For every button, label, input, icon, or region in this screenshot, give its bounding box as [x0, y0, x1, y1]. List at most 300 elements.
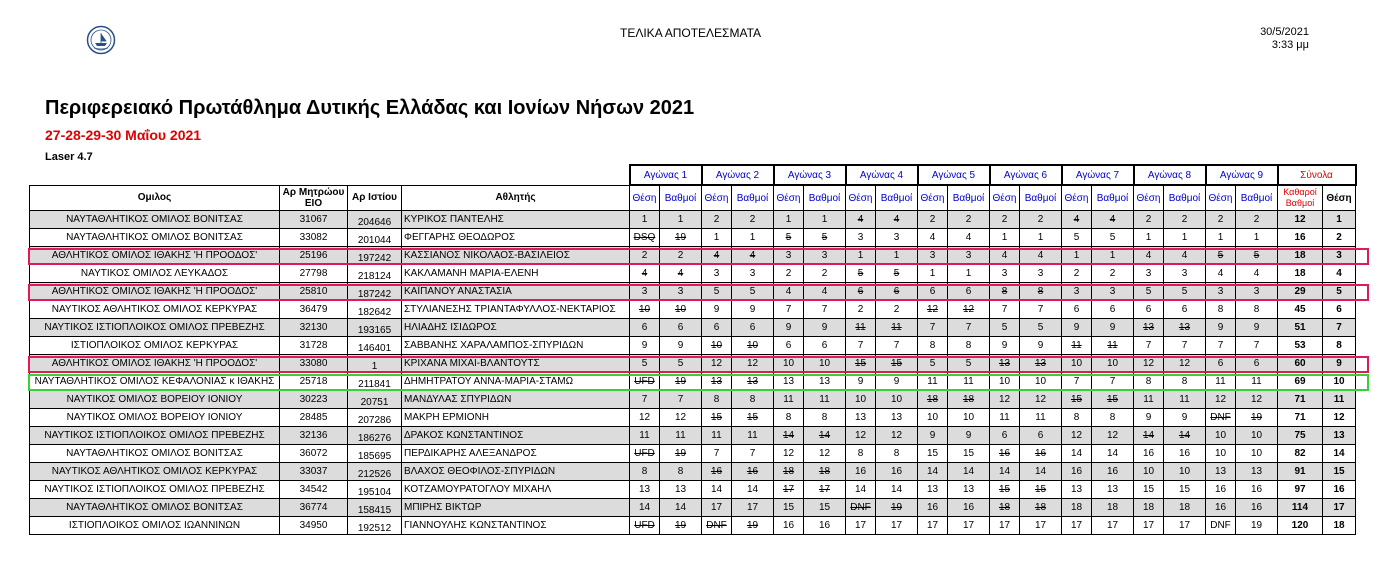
race-5-pos-cell: 5	[918, 355, 948, 373]
race-3-pts-cell: 5	[804, 229, 846, 247]
race-7-pos-cell: 13	[1062, 481, 1092, 499]
table-row	[30, 499, 1356, 517]
race-2-pts-cell: 3	[732, 265, 774, 283]
sail-no-cell: 146401	[348, 337, 402, 355]
race-2-pts-cell: 16	[732, 463, 774, 481]
race-8-pts-cell: 15	[1164, 481, 1206, 499]
race-1-pos-cell: 10	[630, 301, 660, 319]
athlete-cell: ΜΠΙΡΗΣ ΒΙΚΤΩΡ	[402, 499, 630, 517]
race-9-pts-cell: 2	[1236, 211, 1278, 229]
col-race-5-pos: Θέση	[918, 185, 948, 211]
race-9-pos-cell: 10	[1206, 445, 1236, 463]
race-7-pts-cell: 15	[1092, 391, 1134, 409]
table-row	[30, 463, 1356, 481]
sail-no-cell: 207286	[348, 409, 402, 427]
race-9-pos-cell: 8	[1206, 301, 1236, 319]
race-5-pos-cell: 13	[918, 481, 948, 499]
sail-no-cell: 187242	[348, 283, 402, 301]
race-9-pts-cell: 1	[1236, 229, 1278, 247]
net-points-cell: 29	[1278, 283, 1323, 301]
race-7-pts-cell: 2	[1092, 265, 1134, 283]
col-race-1-pos: Θέση	[630, 185, 660, 211]
race-header-7: Αγώνας 7	[1062, 165, 1134, 185]
race-6-pts-cell: 5	[1020, 319, 1062, 337]
race-5-pos-cell: 6	[918, 283, 948, 301]
race-8-pts-cell: 2	[1164, 211, 1206, 229]
race-8-pts-cell: 4	[1164, 247, 1206, 265]
race-header-9: Αγώνας 9	[1206, 165, 1278, 185]
race-2-pos-cell: 17	[702, 499, 732, 517]
rank-cell: 10	[1323, 373, 1356, 391]
race-8-pos-cell: 9	[1134, 409, 1164, 427]
reg-no-cell: 34542	[280, 481, 348, 499]
race-9-pos-cell: 5	[1206, 247, 1236, 265]
athlete-cell: ΚΥΡΙΚΟΣ ΠΑΝΤΕΛΗΣ	[402, 211, 630, 229]
race-5-pts-cell: 2	[948, 211, 990, 229]
race-3-pos-cell: 17	[774, 481, 804, 499]
race-2-pos-cell: 4	[702, 247, 732, 265]
race-1-pts-cell: 13	[660, 481, 702, 499]
race-6-pts-cell: 4	[1020, 247, 1062, 265]
reg-no-cell: 25196	[280, 247, 348, 265]
race-3-pts-cell: 11	[804, 391, 846, 409]
col-athlete: Αθλητής	[402, 185, 630, 211]
club-cell: ΝΑΥΤΙΚΟΣ ΟΜΙΛΟΣ ΒΟΡΕΙΟΥ ΙΟΝΙΟΥ	[30, 409, 280, 427]
race-6-pts-cell: 8	[1020, 283, 1062, 301]
race-6-pts-cell: 13	[1020, 355, 1062, 373]
race-2-pos-cell: 1	[702, 229, 732, 247]
race-7-pts-cell: 4	[1092, 211, 1134, 229]
race-4-pos-cell: 1	[846, 247, 876, 265]
race-1-pos-cell: UFD	[630, 445, 660, 463]
race-1-pos-cell: 5	[630, 355, 660, 373]
race-4-pts-cell: 19	[876, 499, 918, 517]
table-row	[30, 247, 1356, 265]
sail-no-cell: 1	[348, 355, 402, 373]
race-4-pts-cell: 2	[876, 301, 918, 319]
club-cell: ΝΑΥΤΑΘΛΗΤΙΚΟΣ ΟΜΙΛΟΣ ΒΟΝΙΤΣΑΣ	[30, 445, 280, 463]
col-race-6-pos: Θέση	[990, 185, 1020, 211]
race-5-pts-cell: 12	[948, 301, 990, 319]
race-3-pos-cell: 16	[774, 517, 804, 535]
table-row	[30, 265, 1356, 283]
race-1-pts-cell: 19	[660, 373, 702, 391]
col-race-6-pts: Βαθμοί	[1020, 185, 1062, 211]
race-5-pos-cell: 9	[918, 427, 948, 445]
race-6-pts-cell: 11	[1020, 409, 1062, 427]
race-5-pts-cell: 18	[948, 391, 990, 409]
race-8-pos-cell: 8	[1134, 373, 1164, 391]
rank-cell: 4	[1323, 265, 1356, 283]
race-9-pos-cell: 10	[1206, 427, 1236, 445]
race-3-pos-cell: 13	[774, 373, 804, 391]
net-points-cell: 69	[1278, 373, 1323, 391]
race-4-pos-cell: 5	[846, 265, 876, 283]
race-6-pts-cell: 9	[1020, 337, 1062, 355]
race-1-pos-cell: UFD	[630, 517, 660, 535]
table-row	[30, 373, 1356, 391]
race-5-pos-cell: 11	[918, 373, 948, 391]
athlete-cell: ΚΟΤΖΑΜΟΥΡΑΤΟΓΛΟΥ ΜΙΧΑΗΛ	[402, 481, 630, 499]
table-row	[30, 283, 1356, 301]
race-7-pos-cell: 17	[1062, 517, 1092, 535]
race-2-pos-cell: DNF	[702, 517, 732, 535]
race-1-pts-cell: 9	[660, 337, 702, 355]
table-row	[30, 409, 1356, 427]
race-7-pts-cell: 3	[1092, 283, 1134, 301]
col-sail-no: Αρ Ιστίου	[348, 185, 402, 211]
race-2-pos-cell: 6	[702, 319, 732, 337]
rank-cell: 3	[1323, 247, 1356, 265]
reg-no-cell: 33080	[280, 355, 348, 373]
race-6-pos-cell: 15	[990, 481, 1020, 499]
reg-no-cell: 32136	[280, 427, 348, 445]
race-8-pts-cell: 14	[1164, 427, 1206, 445]
race-3-pts-cell: 16	[804, 517, 846, 535]
race-5-pts-cell: 4	[948, 229, 990, 247]
race-8-pos-cell: 3	[1134, 265, 1164, 283]
rank-cell: 2	[1323, 229, 1356, 247]
race-9-pts-cell: 6	[1236, 355, 1278, 373]
race-8-pos-cell: 18	[1134, 499, 1164, 517]
sail-no-cell: 185695	[348, 445, 402, 463]
rank-cell: 8	[1323, 337, 1356, 355]
race-1-pos-cell: 1	[630, 211, 660, 229]
race-2-pos-cell: 11	[702, 427, 732, 445]
race-7-pts-cell: 1	[1092, 247, 1134, 265]
race-2-pos-cell: 7	[702, 445, 732, 463]
race-7-pos-cell: 8	[1062, 409, 1092, 427]
race-6-pts-cell: 18	[1020, 499, 1062, 517]
race-1-pts-cell: 14	[660, 499, 702, 517]
race-5-pts-cell: 10	[948, 409, 990, 427]
net-points-cell: 51	[1278, 319, 1323, 337]
race-1-pts-cell: 19	[660, 229, 702, 247]
sail-no-cell: 197242	[348, 247, 402, 265]
col-rank: Θέση	[1323, 185, 1356, 211]
print-date: 30/5/2021	[1260, 26, 1309, 38]
race-7-pts-cell: 13	[1092, 481, 1134, 499]
club-cell: ΝΑΥΤΙΚΟΣ ΙΣΤΙΟΠΛΟΙΚΟΣ ΟΜΙΛΟΣ ΠΡΕΒΕΖΗΣ	[30, 481, 280, 499]
race-7-pts-cell: 10	[1092, 355, 1134, 373]
race-1-pts-cell: 1	[660, 211, 702, 229]
col-race-5-pts: Βαθμοί	[948, 185, 990, 211]
race-6-pts-cell: 14	[1020, 463, 1062, 481]
race-7-pts-cell: 9	[1092, 319, 1134, 337]
athlete-cell: ΣΤΥΛΙΑΝΕΣΗΣ ΤΡΙΑΝΤΑΦΥΛΛΟΣ-ΝΕΚΤΑΡΙΟΣ	[402, 301, 630, 319]
reg-no-cell: 30223	[280, 391, 348, 409]
race-1-pts-cell: 12	[660, 409, 702, 427]
race-9-pts-cell: 19	[1236, 517, 1278, 535]
race-9-pos-cell: 9	[1206, 319, 1236, 337]
race-5-pts-cell: 3	[948, 247, 990, 265]
race-2-pts-cell: 2	[732, 211, 774, 229]
race-4-pos-cell: 4	[846, 211, 876, 229]
race-7-pos-cell: 2	[1062, 265, 1092, 283]
race-3-pos-cell: 14	[774, 427, 804, 445]
race-7-pos-cell: 14	[1062, 445, 1092, 463]
race-3-pos-cell: 15	[774, 499, 804, 517]
race-8-pos-cell: 14	[1134, 427, 1164, 445]
sail-no-cell: 211841	[348, 373, 402, 391]
race-2-pos-cell: 8	[702, 391, 732, 409]
col-race-9-pts: Βαθμοί	[1236, 185, 1278, 211]
race-2-pts-cell: 1	[732, 229, 774, 247]
race-1-pos-cell: 4	[630, 265, 660, 283]
race-8-pos-cell: 4	[1134, 247, 1164, 265]
race-4-pos-cell: 14	[846, 481, 876, 499]
sail-no-cell: 218124	[348, 265, 402, 283]
net-points-cell: 97	[1278, 481, 1323, 499]
race-1-pts-cell: 3	[660, 283, 702, 301]
race-3-pos-cell: 4	[774, 283, 804, 301]
race-3-pos-cell: 7	[774, 301, 804, 319]
race-8-pos-cell: 13	[1134, 319, 1164, 337]
net-points-cell: 120	[1278, 517, 1323, 535]
net-points-cell: 75	[1278, 427, 1323, 445]
club-cell: ΝΑΥΤΙΚΟΣ ΑΘΛΗΤΙΚΟΣ ΟΜΙΛΟΣ ΚΕΡΚΥΡΑΣ	[30, 463, 280, 481]
race-2-pts-cell: 10	[732, 337, 774, 355]
race-9-pos-cell: 6	[1206, 355, 1236, 373]
table-row	[30, 427, 1356, 445]
club-cell: ΑΘΛΗΤΙΚΟΣ ΟΜΙΛΟΣ ΙΘΑΚΗΣ 'Η ΠΡΟΟΔΟΣ'	[30, 283, 280, 301]
race-8-pts-cell: 8	[1164, 373, 1206, 391]
race-2-pos-cell: 3	[702, 265, 732, 283]
race-7-pos-cell: 4	[1062, 211, 1092, 229]
race-8-pos-cell: 2	[1134, 211, 1164, 229]
club-cell: ΝΑΥΤΙΚΟΣ ΙΣΤΙΟΠΛΟΙΚΟΣ ΟΜΙΛΟΣ ΠΡΕΒΕΖΗΣ	[30, 427, 280, 445]
race-5-pos-cell: 1	[918, 265, 948, 283]
net-points-cell: 82	[1278, 445, 1323, 463]
race-9-pos-cell: DNF	[1206, 409, 1236, 427]
event-dates: 27-28-29-30 Μαΐου 2021	[45, 127, 202, 143]
race-3-pts-cell: 12	[804, 445, 846, 463]
race-2-pos-cell: 13	[702, 373, 732, 391]
athlete-cell: ΣΑΒΒΑΝΗΣ ΧΑΡΑΛΑΜΠΟΣ-ΣΠΥΡΙΔΩΝ	[402, 337, 630, 355]
race-8-pts-cell: 5	[1164, 283, 1206, 301]
col-race-8-pts: Βαθμοί	[1164, 185, 1206, 211]
rank-cell: 16	[1323, 481, 1356, 499]
race-7-pts-cell: 6	[1092, 301, 1134, 319]
race-2-pts-cell: 14	[732, 481, 774, 499]
sail-no-cell: 20751	[348, 391, 402, 409]
race-6-pos-cell: 17	[990, 517, 1020, 535]
race-6-pts-cell: 10	[1020, 373, 1062, 391]
race-1-pos-cell: DSQ	[630, 229, 660, 247]
race-4-pts-cell: 17	[876, 517, 918, 535]
race-9-pos-cell: 3	[1206, 283, 1236, 301]
rank-cell: 17	[1323, 499, 1356, 517]
race-1-pts-cell: 11	[660, 427, 702, 445]
race-5-pos-cell: 2	[918, 211, 948, 229]
race-header-5: Αγώνας 5	[918, 165, 990, 185]
race-8-pos-cell: 16	[1134, 445, 1164, 463]
race-9-pts-cell: 7	[1236, 337, 1278, 355]
race-2-pts-cell: 4	[732, 247, 774, 265]
race-5-pos-cell: 3	[918, 247, 948, 265]
club-cell: ΝΑΥΤΙΚΟΣ ΑΘΛΗΤΙΚΟΣ ΟΜΙΛΟΣ ΚΕΡΚΥΡΑΣ	[30, 301, 280, 319]
net-points-cell: 12	[1278, 211, 1323, 229]
race-9-pos-cell: 13	[1206, 463, 1236, 481]
reg-no-cell: 25718	[280, 373, 348, 391]
reg-no-cell: 34950	[280, 517, 348, 535]
race-7-pos-cell: 12	[1062, 427, 1092, 445]
race-header-8: Αγώνας 8	[1134, 165, 1206, 185]
race-2-pts-cell: 9	[732, 301, 774, 319]
race-9-pts-cell: 5	[1236, 247, 1278, 265]
race-8-pts-cell: 10	[1164, 463, 1206, 481]
race-1-pos-cell: 6	[630, 319, 660, 337]
race-9-pos-cell: 4	[1206, 265, 1236, 283]
race-2-pos-cell: 2	[702, 211, 732, 229]
race-4-pts-cell: 11	[876, 319, 918, 337]
race-4-pos-cell: 2	[846, 301, 876, 319]
column-header-row	[30, 185, 1356, 211]
reg-no-cell: 31728	[280, 337, 348, 355]
table-row	[30, 211, 1356, 229]
athlete-cell: ΜΑΚΡΗ ΕΡΜΙΟΝΗ	[402, 409, 630, 427]
race-6-pos-cell: 18	[990, 499, 1020, 517]
race-5-pts-cell: 14	[948, 463, 990, 481]
race-7-pos-cell: 3	[1062, 283, 1092, 301]
athlete-cell: ΗΛΙΑΔΗΣ ΙΣΙΔΩΡΟΣ	[402, 319, 630, 337]
race-4-pts-cell: 12	[876, 427, 918, 445]
race-4-pos-cell: 15	[846, 355, 876, 373]
race-8-pts-cell: 1	[1164, 229, 1206, 247]
race-8-pts-cell: 3	[1164, 265, 1206, 283]
rank-cell: 15	[1323, 463, 1356, 481]
net-points-cell: 71	[1278, 391, 1323, 409]
race-9-pts-cell: 3	[1236, 283, 1278, 301]
net-points-cell: 60	[1278, 355, 1323, 373]
race-7-pos-cell: 18	[1062, 499, 1092, 517]
club-cell: ΝΑΥΤΙΚΟΣ ΙΣΤΙΟΠΛΟΙΚΟΣ ΟΜΙΛΟΣ ΠΡΕΒΕΖΗΣ	[30, 319, 280, 337]
reg-no-cell: 36774	[280, 499, 348, 517]
race-3-pos-cell: 9	[774, 319, 804, 337]
rank-cell: 6	[1323, 301, 1356, 319]
reg-no-cell: 36072	[280, 445, 348, 463]
race-2-pts-cell: 17	[732, 499, 774, 517]
table-row	[30, 301, 1356, 319]
race-3-pts-cell: 8	[804, 409, 846, 427]
race-3-pts-cell: 14	[804, 427, 846, 445]
race-4-pts-cell: 15	[876, 355, 918, 373]
race-5-pos-cell: 17	[918, 517, 948, 535]
sail-no-cell: 195104	[348, 481, 402, 499]
col-club: Ομιλος	[30, 185, 280, 211]
race-7-pts-cell: 5	[1092, 229, 1134, 247]
race-4-pos-cell: 6	[846, 283, 876, 301]
race-3-pts-cell: 17	[804, 481, 846, 499]
race-4-pos-cell: 12	[846, 427, 876, 445]
rank-cell: 11	[1323, 391, 1356, 409]
totals-header: Σύνολα	[1278, 165, 1356, 185]
athlete-cell: ΠΕΡΔΙΚΑΡΗΣ ΑΛΕΞΑΝΔΡΟΣ	[402, 445, 630, 463]
table-row	[30, 229, 1356, 247]
net-points-cell: 18	[1278, 265, 1323, 283]
col-race-3-pos: Θέση	[774, 185, 804, 211]
athlete-cell: ΔΡΑΚΟΣ ΚΩΝΣΤΑΝΤΙΝΟΣ	[402, 427, 630, 445]
race-5-pts-cell: 13	[948, 481, 990, 499]
race-7-pos-cell: 16	[1062, 463, 1092, 481]
rank-cell: 13	[1323, 427, 1356, 445]
race-5-pts-cell: 5	[948, 355, 990, 373]
race-7-pos-cell: 9	[1062, 319, 1092, 337]
col-race-7-pts: Βαθμοί	[1092, 185, 1134, 211]
race-5-pts-cell: 17	[948, 517, 990, 535]
athlete-cell: ΓΙΑΝΝΟΥΛΗΣ ΚΩΝΣΤΑΝΤΙΝΟΣ	[402, 517, 630, 535]
results-heading: ΤΕΛΙΚΑ ΑΠΟΤΕΛΕΣΜΑΤΑ	[620, 26, 762, 40]
race-8-pts-cell: 13	[1164, 319, 1206, 337]
race-header-row	[30, 165, 1356, 185]
race-8-pts-cell: 12	[1164, 355, 1206, 373]
race-5-pos-cell: 18	[918, 391, 948, 409]
race-4-pts-cell: 9	[876, 373, 918, 391]
race-9-pos-cell: 11	[1206, 373, 1236, 391]
club-cell: ΝΑΥΤΑΘΛΗΤΙΚΟΣ ΟΜΙΛΟΣ ΚΕΦΑΛΟΝΙΑΣ κ ΙΘΑΚΗΣ	[30, 373, 280, 391]
race-4-pts-cell: 7	[876, 337, 918, 355]
race-3-pos-cell: 3	[774, 247, 804, 265]
race-2-pos-cell: 15	[702, 409, 732, 427]
club-cell: ΝΑΥΤΑΘΛΗΤΙΚΟΣ ΟΜΙΛΟΣ ΒΟΝΙΤΣΑΣ	[30, 229, 280, 247]
race-9-pts-cell: 12	[1236, 391, 1278, 409]
col-race-4-pts: Βαθμοί	[876, 185, 918, 211]
col-race-7-pos: Θέση	[1062, 185, 1092, 211]
race-6-pts-cell: 16	[1020, 445, 1062, 463]
race-7-pos-cell: 10	[1062, 355, 1092, 373]
race-5-pts-cell: 1	[948, 265, 990, 283]
race-5-pos-cell: 16	[918, 499, 948, 517]
rank-cell: 12	[1323, 409, 1356, 427]
race-7-pos-cell: 6	[1062, 301, 1092, 319]
race-3-pos-cell: 10	[774, 355, 804, 373]
race-6-pos-cell: 13	[990, 355, 1020, 373]
race-2-pts-cell: 6	[732, 319, 774, 337]
race-8-pos-cell: 12	[1134, 355, 1164, 373]
race-6-pos-cell: 10	[990, 373, 1020, 391]
race-7-pts-cell: 16	[1092, 463, 1134, 481]
club-cell: ΝΑΥΤΑΘΛΗΤΙΚΟΣ ΟΜΙΛΟΣ ΒΟΝΙΤΣΑΣ	[30, 211, 280, 229]
race-7-pts-cell: 14	[1092, 445, 1134, 463]
race-8-pos-cell: 6	[1134, 301, 1164, 319]
rank-cell: 1	[1323, 211, 1356, 229]
race-1-pts-cell: 6	[660, 319, 702, 337]
race-header-6: Αγώνας 6	[990, 165, 1062, 185]
reg-no-cell: 28485	[280, 409, 348, 427]
net-points-cell: 18	[1278, 247, 1323, 265]
race-9-pos-cell: 16	[1206, 499, 1236, 517]
race-6-pos-cell: 8	[990, 283, 1020, 301]
race-3-pts-cell: 2	[804, 265, 846, 283]
race-2-pts-cell: 12	[732, 355, 774, 373]
race-7-pts-cell: 7	[1092, 373, 1134, 391]
race-9-pos-cell: DNF	[1206, 517, 1236, 535]
race-5-pts-cell: 9	[948, 427, 990, 445]
race-4-pos-cell: 9	[846, 373, 876, 391]
race-5-pts-cell: 7	[948, 319, 990, 337]
club-cell: ΝΑΥΤΑΘΛΗΤΙΚΟΣ ΟΜΙΛΟΣ ΒΟΝΙΤΣΑΣ	[30, 499, 280, 517]
col-race-9-pos: Θέση	[1206, 185, 1236, 211]
table-row	[30, 391, 1356, 409]
race-9-pts-cell: 16	[1236, 481, 1278, 499]
race-5-pos-cell: 15	[918, 445, 948, 463]
table-row	[30, 337, 1356, 355]
club-cell: ΙΣΤΙΟΠΛΟΙΚΟΣ ΟΜΙΛΟΣ ΚΕΡΚΥΡΑΣ	[30, 337, 280, 355]
race-7-pos-cell: 1	[1062, 247, 1092, 265]
race-4-pos-cell: 11	[846, 319, 876, 337]
race-8-pos-cell: 17	[1134, 517, 1164, 535]
print-time: 3:33 μμ	[1271, 39, 1309, 51]
